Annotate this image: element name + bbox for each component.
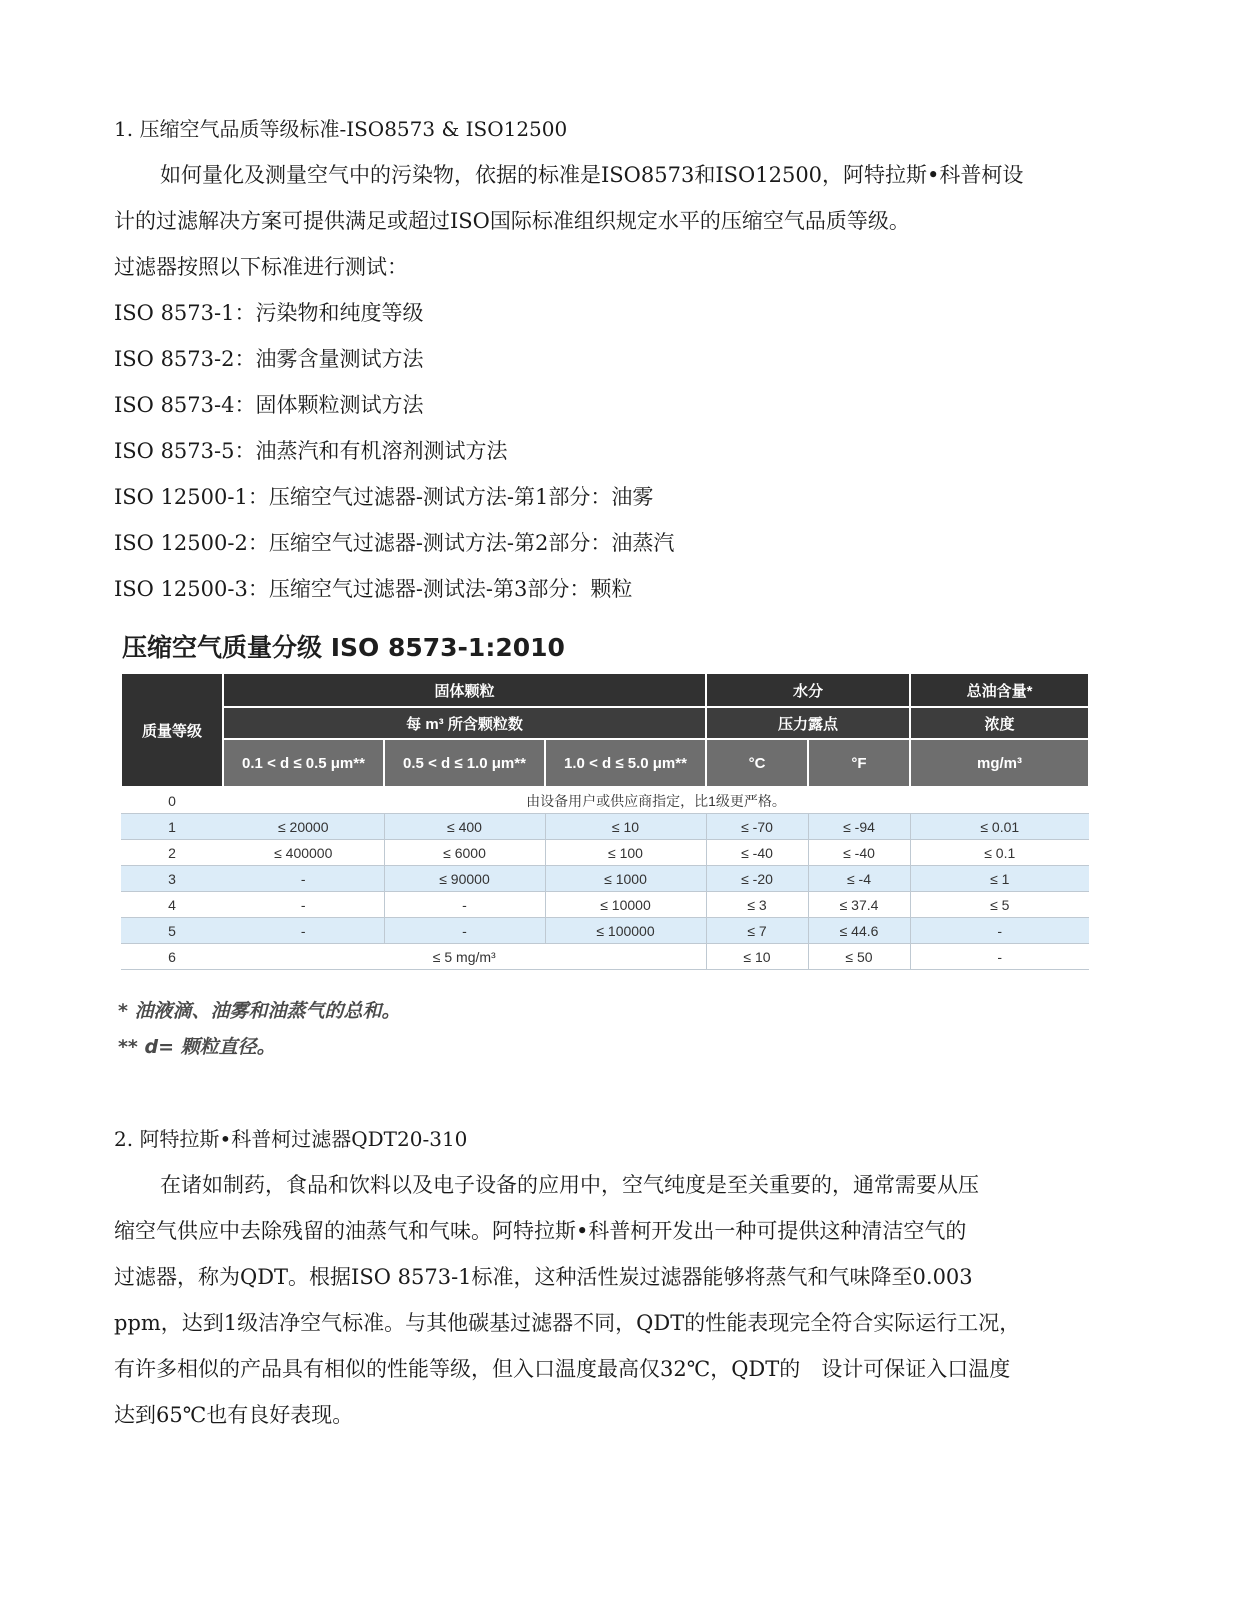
oil-cell: ≤ 0.1 <box>910 840 1089 866</box>
d3-cell: ≤ 10 <box>545 814 706 840</box>
fahrenheit-cell: ≤ -94 <box>808 814 910 840</box>
oil-cell: - <box>910 944 1089 970</box>
test-standard-item: ISO 8573-5：油蒸汽和有机溶剂测试方法 <box>114 439 508 463</box>
celsius-cell: ≤ -40 <box>706 840 808 866</box>
d3-cell: ≤ 10000 <box>545 892 706 918</box>
d2-cell: ≤ 400 <box>384 814 545 840</box>
oil-cell: ≤ 5 <box>910 892 1089 918</box>
table-row <box>121 918 1089 944</box>
test-standard-item: ISO 12500-3：压缩空气过滤器-测试法-第3部分：颗粒 <box>114 577 633 601</box>
fahrenheit-cell: ≤ 44.6 <box>808 918 910 944</box>
table-row <box>121 866 1089 892</box>
table-row <box>121 944 1089 970</box>
d2-cell: - <box>384 918 545 944</box>
section1-heading: 1. 压缩空气品质等级标准-ISO8573 & ISO12500 <box>114 117 568 141</box>
header-solid-particles: 固体颗粒 <box>223 673 706 707</box>
section1-paragraph-line2: 计的过滤解决方案可提供满足或超过ISO国际标准组织规定水平的压缩空气品质等级。 <box>114 209 910 233</box>
section2-paragraph-line: 缩空气供应中去除残留的油蒸气和气味。阿特拉斯•科普柯开发出一种可提供这种清洁空气的 <box>114 1219 967 1243</box>
header-d1: 0.1 < d ≤ 0.5 μm** <box>223 739 384 787</box>
grade-cell: 3 <box>121 866 223 892</box>
test-standard-item: ISO 12500-2：压缩空气过滤器-测试方法-第2部分：油蒸汽 <box>114 531 675 555</box>
d1-cell: - <box>223 892 384 918</box>
row0-note: 由设备用户或供应商指定，比1级更严格。 <box>223 787 1089 814</box>
d3-cell: ≤ 100 <box>545 840 706 866</box>
air-quality-class-table <box>120 672 1090 970</box>
d2-cell: ≤ 6000 <box>384 840 545 866</box>
table-title: 压缩空气质量分级 ISO 8573-1:2010 <box>122 633 565 662</box>
header-fahrenheit: °F <box>808 739 910 787</box>
grade-cell: 6 <box>121 944 223 970</box>
celsius-cell: ≤ -20 <box>706 866 808 892</box>
test-standard-item: ISO 12500-1：压缩空气过滤器-测试方法-第1部分：油雾 <box>114 485 654 509</box>
celsius-cell: ≤ 3 <box>706 892 808 918</box>
section2-paragraph-line: 有许多相似的产品具有相似的性能等级，但入口温度最高仅32℃，QDT的 设计可保证入口温度 <box>114 1357 1011 1381</box>
grade-cell: 0 <box>121 787 223 814</box>
header-total-oil: 总油含量* <box>910 673 1089 707</box>
grade-cell: 4 <box>121 892 223 918</box>
celsius-cell: ≤ -70 <box>706 814 808 840</box>
header-oil-unit: mg/m³ <box>910 739 1089 787</box>
d1-cell: ≤ 20000 <box>223 814 384 840</box>
test-standard-item: ISO 8573-2：油雾含量测试方法 <box>114 347 424 371</box>
table-row <box>121 892 1089 918</box>
d3-cell: ≤ 100000 <box>545 918 706 944</box>
test-standard-item: ISO 8573-1：污染物和纯度等级 <box>114 301 424 325</box>
fahrenheit-cell: ≤ -4 <box>808 866 910 892</box>
grade-cell: 2 <box>121 840 223 866</box>
header-d3: 1.0 < d ≤ 5.0 μm** <box>545 739 706 787</box>
section2-paragraph-line: 过滤器，称为QDT。根据ISO 8573-1标准，这种活性炭过滤器能够将蒸气和气味降至0.003 <box>114 1265 973 1289</box>
fahrenheit-cell: ≤ 50 <box>808 944 910 970</box>
d1-cell: ≤ 400000 <box>223 840 384 866</box>
d2-cell: - <box>384 892 545 918</box>
section2-paragraph-line: 达到65℃也有良好表现。 <box>114 1403 354 1427</box>
grade-cell: 5 <box>121 918 223 944</box>
section2-paragraph-line: 在诸如制药，食品和饮料以及电子设备的应用中，空气纯度是至关重要的，通常需要从压 <box>160 1173 979 1197</box>
test-standard-item: ISO 8573-4：固体颗粒测试方法 <box>114 393 424 417</box>
d2-cell: ≤ 90000 <box>384 866 545 892</box>
table-row <box>121 840 1089 866</box>
oil-cell: - <box>910 918 1089 944</box>
section2-paragraph-line: ppm，达到1级洁净空气标准。与其他碳基过滤器不同，QDT的性能表现完全符合实际运行工况， <box>114 1311 1021 1335</box>
header-grade: 质量等级 <box>121 673 223 787</box>
solid-mass-cell: ≤ 5 mg/m³ <box>223 944 706 970</box>
header-d2: 0.5 < d ≤ 1.0 μm** <box>384 739 545 787</box>
section2-heading: 2. 阿特拉斯•科普柯过滤器QDT20-310 <box>114 1127 468 1151</box>
celsius-cell: ≤ 10 <box>706 944 808 970</box>
fahrenheit-cell: ≤ -40 <box>808 840 910 866</box>
header-particles-per-m3: 每 m³ 所含颗粒数 <box>223 707 706 739</box>
d3-cell: ≤ 1000 <box>545 866 706 892</box>
d1-cell: - <box>223 918 384 944</box>
table-row <box>121 814 1089 840</box>
table-row <box>121 787 1089 814</box>
header-water: 水分 <box>706 673 910 707</box>
section1-paragraph-line1: 如何量化及测量空气中的污染物，依据的标准是ISO8573和ISO12500，阿特拉斯•科普柯设 <box>160 163 1024 187</box>
d1-cell: - <box>223 866 384 892</box>
oil-cell: ≤ 1 <box>910 866 1089 892</box>
tests-intro: 过滤器按照以下标准进行测试： <box>114 255 408 279</box>
header-concentration: 浓度 <box>910 707 1089 739</box>
celsius-cell: ≤ 7 <box>706 918 808 944</box>
fahrenheit-cell: ≤ 37.4 <box>808 892 910 918</box>
grade-cell: 1 <box>121 814 223 840</box>
footnote-diameter: ** d= 颗粒直径。 <box>118 1036 276 1058</box>
header-dew-point: 压力露点 <box>706 707 910 739</box>
header-celsius: °C <box>706 739 808 787</box>
footnote-oil: * 油液滴、油雾和油蒸气的总和。 <box>118 1000 401 1022</box>
oil-cell: ≤ 0.01 <box>910 814 1089 840</box>
